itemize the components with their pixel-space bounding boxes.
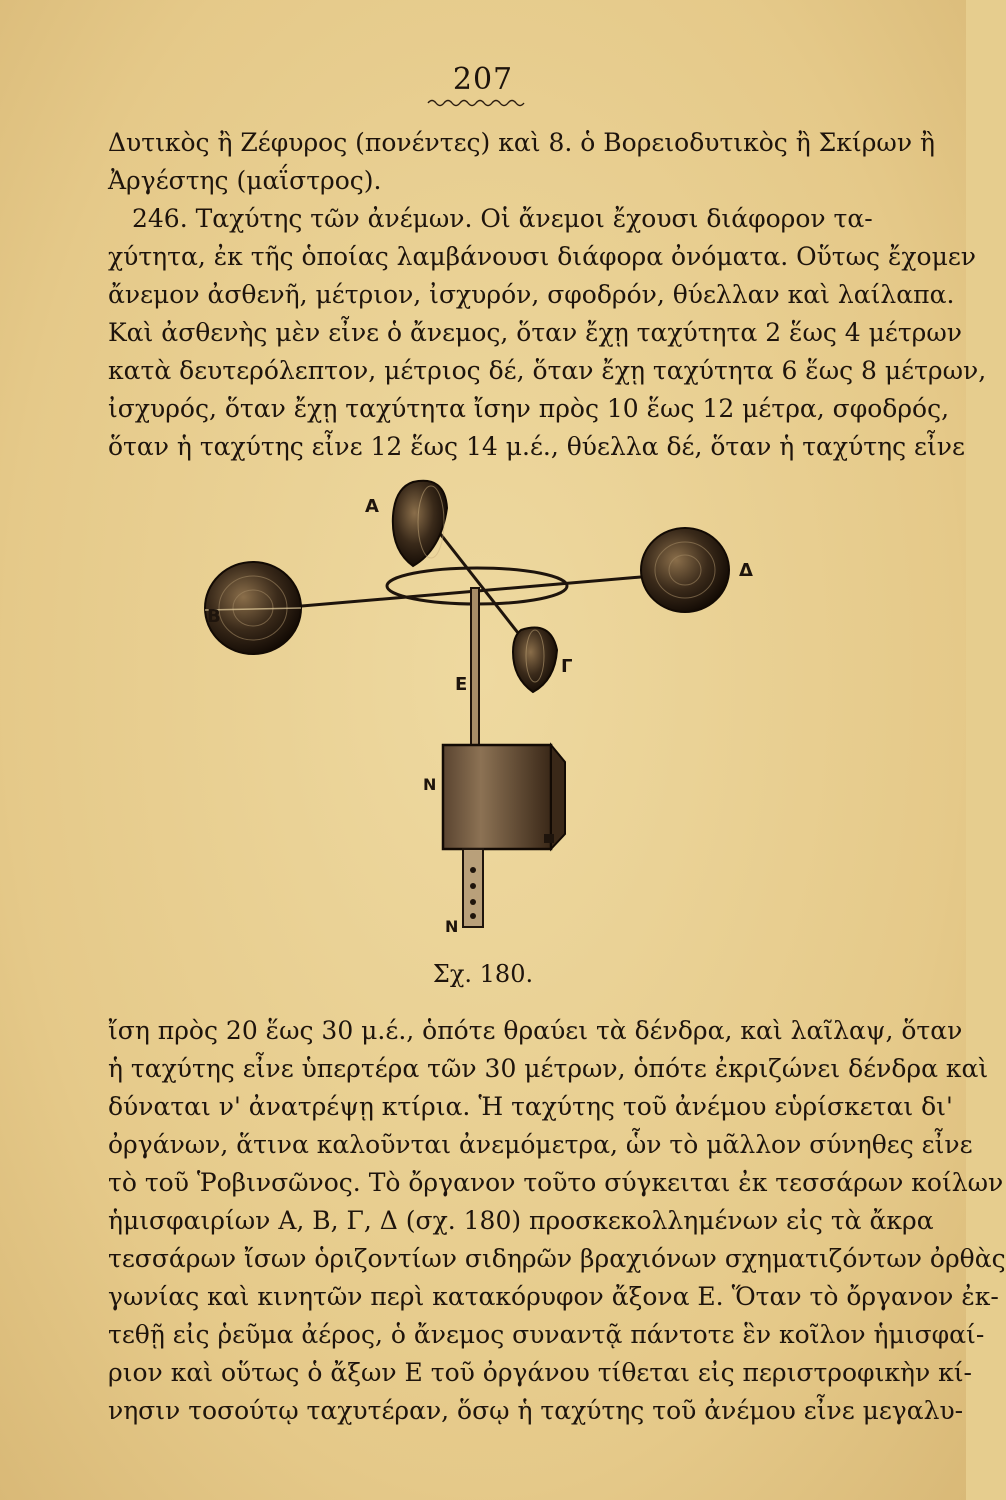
label-a: Α [365, 496, 379, 517]
wavy-rule-ornament [428, 98, 524, 108]
label-n-upper: N [423, 775, 437, 794]
text-line: Καὶ ἀσθενὴς μὲν εἶνε ὁ ἄνεμος, ὅταν ἔχῃ ταχύτητα 2 ἕως 4 μέτρων [108, 318, 962, 347]
text-block-bottom [108, 1012, 1006, 1430]
label-g: Γ [561, 656, 573, 677]
text-block-top [108, 124, 987, 466]
section-heading-line: 246. Ταχύτης τῶν ἀνέμων. Οἱ ἄνεμοι ἔχουσι διάφορον τα- [132, 204, 873, 233]
text-line: ἡ ταχύτης εἶνε ὑπερτέρα τῶν 30 μέτρων, ὁπότε ἐκριζώνει δένδρα καὶ [108, 1054, 989, 1083]
axis-e [471, 588, 479, 748]
page-number: 207 [452, 62, 514, 97]
text-line: ἴση πρὸς 20 ἕως 30 μ.έ., ὁπότε θραύει τὰ δένδρα, καὶ λαῖλαψ, ὅταν [108, 1016, 963, 1045]
figure-caption: Σχ. 180. [432, 960, 534, 988]
cup-a [393, 481, 447, 566]
text-line: τεθῇ εἰς ῥεῦμα ἀέρος, ὁ ἄνεμος συναντᾷ πάντοτε ἓν κοῖλον ἡμισφαί- [108, 1320, 985, 1349]
text-line: ἡμισφαιρίων Α, Β, Γ, Δ (σχ. 180) προσκεκολλημένων εἰς τὰ ἄκρα [108, 1206, 934, 1235]
text-line: κατὰ δευτερόλεπτον, μέτριος δέ, ὅταν ἔχῃ ταχύτητα 6 ἕως 8 μέτρων, [108, 356, 987, 385]
text-line: ἰσχυρός, ὅταν ἔχῃ ταχύτητα ἴσην πρὸς 10 ἕως 12 μέτρα, σφοδρός, [108, 394, 950, 423]
text-line: ὀργάνων, ἅτινα καλοῦνται ἀνεμόμετρα, ὧν τὸ μᾶλλον σύνηθες εἶνε [108, 1130, 973, 1159]
label-e: Ε [455, 674, 468, 695]
text-line: χύτητα, ἐκ τῆς ὁποίας λαμβάνουσι διάφορα ὀνόματα. Οὕτως ἔχομεν [108, 242, 976, 271]
text-line: γωνίας καὶ κινητῶν περὶ κατακόρυφον ἄξονα Ε. Ὅταν τὸ ὄργανον ἐκ- [108, 1282, 999, 1311]
text-line: ἄνεμον ἀσθενῆ, μέτριον, ἰσχυρόν, σφοδρόν, θύελλαν καὶ λαίλαπα. [108, 280, 955, 309]
text-line: Δυτικὸς ἢ Ζέφυρος (πονέντες) καὶ 8. ὁ Βορειοδυτικὸς ἢ Σκίρων ἢ [108, 128, 935, 157]
text-line: νησιν τοσούτῳ ταχυτέραν, ὅσῳ ἡ ταχύτης τοῦ ἀνέμου εἶνε μεγαλυ- [108, 1396, 964, 1425]
label-d: Δ [739, 560, 753, 581]
text-line: ὅταν ἡ ταχύτης εἶνε 12 ἕως 14 μ.έ., θύελλα δέ, ὅταν ἡ ταχύτης εἶνε [108, 432, 965, 461]
text-line: ριον καὶ οὕτως ὁ ἄξων Ε τοῦ ὀργάνου τίθεται εἰς περιστροφικὴν κί- [108, 1358, 972, 1387]
text-line: Ἀργέστης (μαΐστρος). [108, 166, 382, 195]
cup-d [641, 528, 729, 612]
text-line: τεσσάρων ἴσων ὁριζοντίων σιδηρῶν βραχιόνων σχηματιζόντων ὀρθὰς [108, 1244, 1006, 1273]
lower-shaft [463, 849, 483, 927]
gear-box [443, 745, 565, 849]
label-b: Β [207, 606, 221, 627]
text-line: τὸ τοῦ Ῥοβινσῶνος. Τὸ ὄργανον τοῦτο σύγκειται ἐκ τεσσάρων κοίλων [108, 1168, 1004, 1197]
label-n-lower: N [445, 917, 459, 936]
text-line: δύναται ν' ἀνατρέψῃ κτίρια. Ἡ ταχύτης τοῦ ἀνέμου εὑρίσκεται δι' [108, 1092, 953, 1121]
cup-g [513, 628, 557, 693]
anemometer-figure [195, 470, 785, 950]
